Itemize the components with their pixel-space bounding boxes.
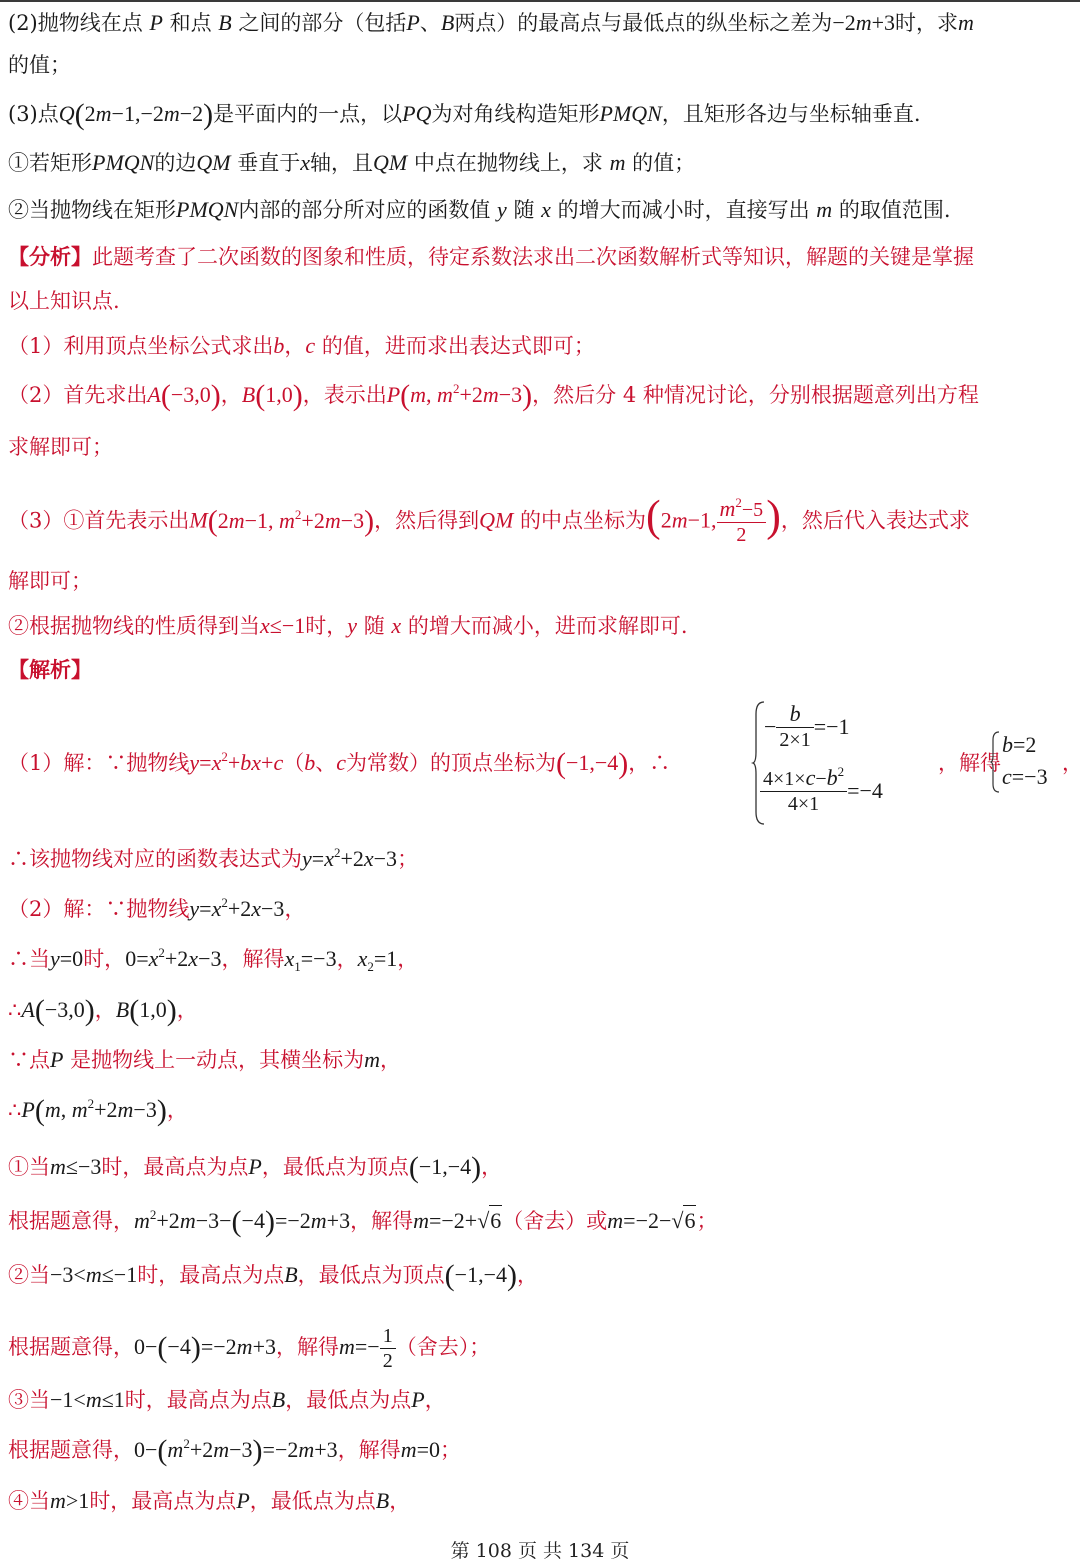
question-3-sub-1: ①若矩形PMQN的边QM 垂直于x轴，且QM 中点在抛物线上，求 m 的值； [8,150,696,175]
solution-step-1-end: ， [1062,751,1083,775]
question-3-sub-2: ②当抛物线在矩形PMQN内部的部分所对应的函数值 y 随 x 的增大而减小时，直接写出 m 的取值范围. [8,197,951,222]
solution-step-6: ∵点P 是抛物线上一动点，其横坐标为m， [8,1047,402,1072]
case-2-result: 根据题意得，0−(−4)=−2m+3，解得m=− $\frac{1}{2}$ （舍去）； [8,1325,491,1372]
analysis-part-1: （1）利用顶点坐标公式求出b，c 的值，进而求出表达式即可； [8,333,595,358]
vertex-equation-system: − $\frac{b}{2\times 1}$ =−1 $\frac{4\times 1\times c-b^2}{4\times 1}$ =−4 [752,700,922,828]
solution-step-1: （1）解：∵抛物线$y=x^2+bx+c(b$、c为常数）的顶点坐标为(−1,−4)，∴ [8,747,671,780]
question-2-line-1: (2)抛物线在点 P 和点 B 之间的部分（包括P、B两点）的最高点与最低点的纵坐标之差为−2m+3时，求m [8,10,974,35]
bc-solution-system: b=2 c=−3 [990,730,1070,794]
analysis-part-3-line-1: （3）①首先表示出M(2m−1, $m^2+2m-3$)，然后得到QM 的中点坐标为(2m−1, $\frac{m^2-5}{2}$ )，然后代入表达式求 [8,491,970,546]
solution-tag-line [8,655,1072,685]
analysis-part-2-line-1: （2）首先求出A(−3,0)，B(1,0)，表示出P(m, $m^2+2m-3$)，然后分 4 种情况讨论，分别根据题意列出方程 [8,379,979,412]
analysis-intro-line-2: 以上知识点. [8,289,120,313]
question-3-line: (3)点Q(2m−1,−2m−2)是平面内的一点，以PQ为对角线构造矩形PMQN，且矩形各边与坐标轴垂直. [8,98,921,131]
case-3: ③当−1<m≤1时，最高点为点B，最低点为点P， [8,1387,446,1412]
top-rule [0,0,1080,2]
solution-step-4: ∴当y=0时，$0=x^2+2x-3$，解得$x_1=-3$，$x_2=1$， [8,945,419,974]
case-3-result: 根据题意得，$0-(m^2+2m-3)=-2m+3$，解得m=0； [8,1434,461,1467]
analysis-part-2-line-2: 求解即可； [8,435,113,459]
solution-step-5: ∴A(−3,0)，B(1,0)， [8,994,198,1027]
case-2: ②当−3<m≤−1时，最高点为点B，最低点为顶点(−1,−4)， [8,1259,538,1292]
analysis-tag: 【分析】 [8,244,92,269]
question-2-line-2: 的值； [8,53,71,77]
solution-step-2: ∴该抛物线对应的函数表达式为$y=x^2+2x-3$； [8,845,419,871]
case-4: ④当m>1时，最高点为点P，最低点为点B， [8,1488,411,1513]
solution-step-1-solve: ，解得 [938,751,1001,775]
solution-step-7: ∴P(m, $m^2+2m-3$)， [8,1094,188,1127]
solution-brace-left [990,730,1000,794]
case-1: ①当m≤−3时，最高点为点P，最低点为顶点(−1,−4)， [8,1151,503,1184]
analysis-part-4: ②根据抛物线的性质得到当x≤−1时，y 随 x 的增大而减小，进而求解即可. [8,613,688,638]
page-footer: 第 108 页 共 134 页 [450,1540,630,1562]
case-1-result: 根据题意得，$m^2+2m-3-(-4)=-2m+3$，解得m=−2+√6（舍去）或m=−2−√6； [8,1205,718,1238]
analysis-part-3-line-2: 解即可； [8,569,92,593]
solution-step-3: （2）解：∵抛物线$y=x^2+2x-3$， [8,895,306,921]
analysis-intro-line-1: 【分析】此题考查了二次函数的图象和性质，待定系数法求出二次函数解析式等知识，解题的关键是掌握 [8,244,974,269]
solution-tag: 【解析】 [8,657,92,682]
